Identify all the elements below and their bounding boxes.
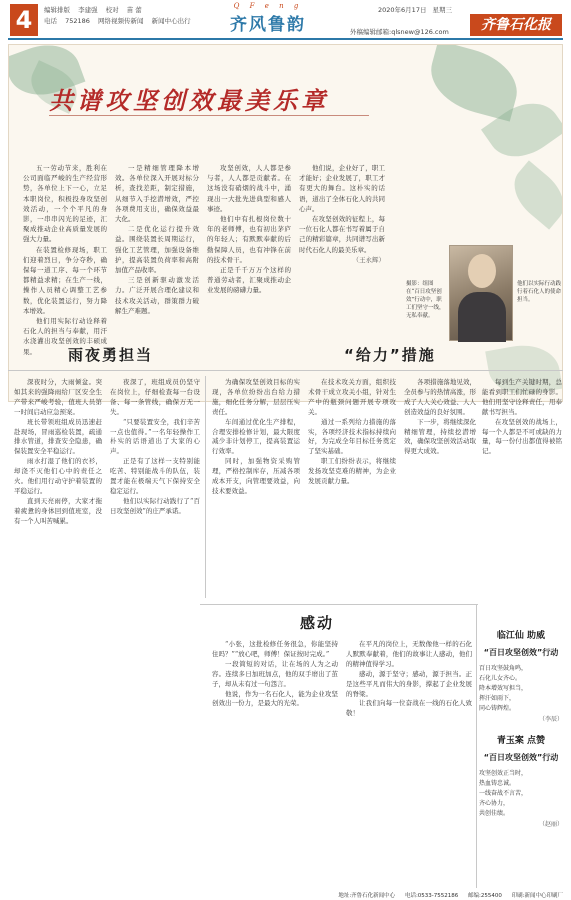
paragraph: 在装置检修现场，职工们迎着烈日，争分夺秒，确保每一道工序、每一个环节都精益求精；在生产一线，操作人员精心调整工艺参数，优化装置运行，努力降本增效。	[23, 245, 107, 315]
paragraph: 他们中有扎根岗位数十年的老师傅，也有初出茅庐的年轻人；有默默奉献的后勤保障人员，也有冲锋在前的技术骨干。	[207, 215, 291, 264]
paragraph: “小张，这批检修任务很急，你能坚持住吗？”“放心吧，师傅！保证按时完成。”	[212, 640, 338, 658]
article-headline-middle: “给力”措施	[344, 346, 436, 364]
paragraph: 为确保攻坚创效目标的实现，各单位纷纷出台给力措施，细化任务分解，层层压实责任。	[212, 378, 300, 416]
paragraph: 他们用实际行动诠释着石化人的担当与奉献，用汗水浇灌出攻坚创效的丰硕成果。	[23, 317, 107, 356]
leaf-decoration	[503, 160, 563, 229]
paragraph: 通过一系列给力措施的落实，各项经济技术指标持续向好，为完成全年目标任务奠定了坚实基础。	[308, 417, 396, 456]
photo-body	[458, 292, 506, 342]
paragraph: 攻坚创效，人人都是参与者，人人都是贡献者。在这场没有硝烟的战斗中，涌现出一大批先进典型和感人事迹。	[207, 164, 291, 213]
proofreader-name: 苗 蕾	[126, 6, 142, 14]
editor-credits	[44, 5, 197, 27]
masthead	[0, 0, 571, 42]
poem-line: 攻坚创效正当时，	[479, 770, 528, 777]
poem-1-credit: （李辰）	[538, 716, 563, 723]
section-brand-latin: Q F e n g	[233, 2, 303, 10]
newspaper-logo: 齐鲁石化报	[470, 14, 562, 36]
paragraph: 每到生产关键时期，总能看到职工们忙碌的身影。他们用坚守诠释责任，用奉献书写担当。	[482, 378, 562, 416]
poem-sidebar	[479, 628, 563, 890]
poem-2-body	[479, 769, 563, 819]
phone-label: 电话	[44, 17, 57, 25]
right-article-column	[482, 378, 562, 596]
footer-printer: 印刷:新闻中心印刷厂	[511, 893, 563, 899]
paragraph: 他们以实际行动践行了“百日攻坚创效”的庄严承诺。	[110, 496, 200, 515]
paragraph: 感动，源于坚守；感动，源于担当。正是这些平凡而伟大的身影，撑起了企业发展的脊梁。	[346, 669, 472, 698]
paragraph: 在平凡的岗位上，无数像他一样的石化人默默奉献着，他们的故事让人感动，他们的精神值得学习。	[346, 640, 472, 668]
column-divider	[205, 376, 206, 598]
paragraph: “只要装置安全，我们辛苦一点也值得。”一名年轻操作工朴实的话语道出了大家的心声。	[110, 417, 200, 456]
submission-email: 外稿编辑邮箱:qlsnew@126.com	[350, 28, 449, 36]
paragraph: 班长带领班组成员迅速赶赴现场，冒雨巡检装置，疏通排水管道，排查安全隐患，确保装置安全平稳运行。	[14, 417, 102, 456]
paragraph: 夜深了，班组成员仍坚守在岗位上，仔细检查每一台设备、每一条管线，确保万无一失。	[110, 378, 200, 416]
poem-line: 一线奋战不言苦，	[479, 790, 528, 797]
middle-article-column-2	[308, 378, 396, 596]
paragraph: 职工们纷纷表示，将继续发扬攻坚克难的精神，为企业发展贡献力量。	[308, 457, 396, 486]
paragraph: 下一步，将继续深化精细管理，持续挖潜增效，确保攻坚创效活动取得更大成效。	[404, 417, 476, 456]
paragraph: 直到天亮雨停，大家才拖着疲惫的身体回到值班室，没有一个人叫苦喊累。	[14, 496, 102, 525]
proofreader-label: 校对	[105, 6, 119, 14]
poem-1-subtitle: “百日攻坚创效”行动	[483, 648, 559, 657]
poem-2-title: 青玉案 点赞	[496, 736, 546, 746]
middle-article-column-3	[404, 378, 476, 596]
editor-name: 李建强	[78, 6, 98, 14]
paragraph: 他说，作为一名石化人，能为企业攻坚创效出一份力，是最大的光荣。	[212, 689, 338, 708]
paragraph: 深夜时分，大雨倾盆。突如其来的强降雨给厂区安全生产带来严峻考验，值班人员第一时间启动应急预案。	[14, 378, 102, 416]
paragraph: 正是有了这样一支特别能吃苦、特别能战斗的队伍，装置才能在极端天气下保持安全稳定运行。	[110, 457, 200, 495]
page-footer	[8, 891, 563, 899]
section-divider	[200, 604, 478, 605]
feature-title: 共谱攻坚创效最美乐章	[49, 86, 329, 115]
footer-phone: 电话:0533-7552186	[404, 893, 459, 899]
news-line-label: 网络视频传新闻	[97, 17, 144, 25]
poem-line: 齐心协力，	[479, 800, 510, 807]
paragraph: 各项措施落地见效，全员参与的热情高涨，形成了人人关心效益、人人创造效益的良好氛围。	[404, 378, 476, 416]
paragraph: 五一劳动节来，胜利在公司面临严峻的生产经营形势，各单位上下一心，立足本职岗位，积极投身攻坚创效活动，一个个平凡的身影，一串串闪光的足迹，汇聚成推动企业高质量发展的强大力量。	[23, 164, 107, 244]
section-divider	[8, 370, 563, 371]
paragraph: 正是千千万万个这样的普通劳动者，汇聚成推动企业发展的磅礴力量。	[207, 266, 291, 295]
paragraph: 雨水打湿了他们的衣衫，却浇不灭他们心中的责任之火。他们用行动守护着装置的平稳运行。	[14, 457, 102, 495]
news-center-label: 新闻中心出行	[151, 17, 191, 25]
editor-row-2	[44, 16, 197, 27]
paragraph: 他们说，企业好了，职工才能好；企业发展了，职工才有更大的舞台。这朴实的话语，道出了全体石化人的共同心声。	[299, 164, 385, 213]
column-divider	[476, 604, 477, 888]
poem-1-title: 临江仙 助威	[496, 631, 546, 641]
date-text: 2020年6月17日	[378, 6, 427, 14]
footer-postcode: 邮编:255400	[468, 893, 502, 899]
paragraph: 同时，加强物资采购管理，严格控制库存，压减各项成本开支，向管理要效益，向技术要效益。	[212, 457, 300, 495]
poem-line: 挥汗如雨下，	[479, 695, 516, 702]
paragraph: 让我们向每一位奋战在一线的石化人致敬！	[346, 699, 472, 718]
footer-address: 地址:齐鲁石化新闻中心	[338, 893, 396, 899]
paragraph: 在技术攻关方面，组织技术骨干成立攻关小组，针对生产中的瓶颈问题开展专项攻关。	[308, 378, 396, 416]
paragraph: 三是创新驱动激发活力。广泛开展合理化建议和技术攻关活动，群策群力破解生产难题。	[115, 276, 199, 315]
middle-article-column-1	[212, 378, 300, 596]
left-article-column-2	[110, 378, 200, 596]
poem-2-subtitle: “百日攻坚创效”行动	[483, 753, 559, 762]
page-number: 4	[10, 4, 38, 36]
article-headline-bottom: 感动	[300, 614, 335, 632]
poem-line: 热血铸忠诚。	[479, 780, 516, 787]
bottom-article-column-2	[346, 640, 472, 888]
weekday-text: 星期三	[432, 6, 453, 14]
editor-row-1	[44, 5, 197, 16]
poem-line: 同心铸辉煌。	[479, 705, 516, 712]
paragraph: 一段简短的对话，让在场的人为之动容。连续多日加班加点，他的双手磨出了茧子，却从未有过一句怨言。	[212, 659, 338, 688]
section-brand	[198, 2, 338, 35]
poem-2-credit: （赵丽）	[538, 821, 563, 828]
paragraph: 二是优化运行提升效益。围绕装置长周期运行，强化工艺管理，加强设备维护，提高装置负荷率和高附加值产品收率。	[115, 225, 199, 275]
article-headline-left: 雨夜勇担当	[68, 346, 154, 364]
paragraph: 一是精细管理降本增效。各单位深入开展对标分析，查找差距，制定措施，从细节入手挖潜增效，严控各项费用支出，确保效益最大化。	[115, 164, 199, 224]
paragraph: 车间通过优化生产排程，合理安排检修计划，最大限度减少非计划停工，提高装置运行效率。	[212, 417, 300, 456]
left-article-column-1	[14, 378, 102, 596]
title-underline	[49, 115, 369, 116]
photo-caption-right: 他们以实际行动践行着石化人的使命担当。	[517, 281, 562, 303]
section-title: 齐风鲁韵	[230, 15, 306, 35]
poem-line: 共创佳绩。	[479, 810, 510, 817]
feature-column-3	[207, 163, 291, 393]
worker-photo	[449, 245, 513, 341]
photo-face	[468, 254, 496, 288]
byline: （王永辉）	[352, 255, 385, 264]
header-rule	[8, 38, 563, 40]
poem-1-body	[479, 664, 563, 714]
poem-line: 降本增效写担当，	[479, 685, 528, 692]
poem-line: 石化儿女齐心。	[479, 675, 522, 682]
bottom-article-column-1	[212, 640, 338, 888]
paragraph: 在攻坚创效的征程上，每一位石化人都在书写着属于自己的精彩篇章，共同谱写出新时代石化人的最美乐章。	[299, 215, 385, 254]
editor-label: 编辑排版	[44, 6, 70, 14]
issue-date	[378, 5, 456, 14]
photo-caption-left: 摄影：组图 在“百日攻坚创效”行动中，职工们坚守一线，无私奉献。	[406, 281, 445, 319]
poem-line: 百日攻坚鼓角鸣，	[479, 665, 528, 672]
paragraph: 在攻坚创效的战场上，每一个人都是不可或缺的力量，每一份付出都值得被铭记。	[482, 417, 562, 456]
phone-number: 752186	[65, 17, 90, 25]
